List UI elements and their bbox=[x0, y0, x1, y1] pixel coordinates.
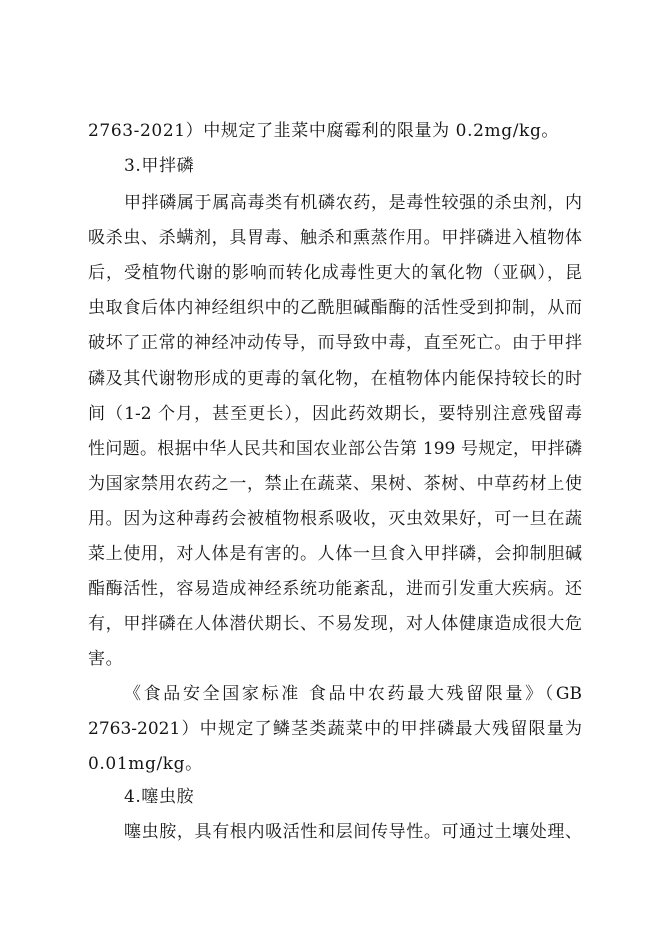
paragraph-line: 《食品安全国家标准 食品中农药最大残留限量》（GB bbox=[124, 684, 582, 704]
paragraph-line: 磷及其代谢物形成的更毒的氧化物，在植物体内能保持较长的时 bbox=[88, 369, 582, 389]
section-heading: 4.噻虫胺 bbox=[124, 787, 195, 807]
paragraph-line: 间（1-2 个月，甚至更长），因此药效期长，要特别注意残留毒 bbox=[88, 404, 582, 424]
paragraph-line: 为国家禁用农药之一，禁止在蔬菜、果树、茶树、中草药材上使 bbox=[88, 474, 582, 494]
paragraph-line: 2763-2021）中规定了韭菜中腐霉利的限量为 0.2mg/kg。 bbox=[88, 121, 560, 141]
paragraph-line: 破坏了正常的神经冲动传导，而导致中毒，直至死亡。由于甲拌 bbox=[88, 333, 582, 353]
paragraph-line: 0.01mg/kg。 bbox=[88, 754, 203, 774]
paragraph-line: 甲拌磷属于属高毒类有机磷农药，是毒性较强的杀虫剂，内 bbox=[124, 193, 582, 213]
paragraph-line: 2763-2021）中规定了鳞茎类蔬菜中的甲拌磷最大残留限量为 bbox=[88, 719, 582, 739]
paragraph-line: 害。 bbox=[88, 649, 124, 669]
paragraph-line: 菜上使用，对人体是有害的。人体一旦食入甲拌磷，会抑制胆碱 bbox=[88, 544, 582, 564]
paragraph-line: 虫取食后体内神经组织中的乙酰胆碱酯酶的活性受到抑制，从而 bbox=[88, 298, 582, 318]
paragraph-line: 吸杀虫、杀螨剂，具胃毒、触杀和熏蒸作用。甲拌磷进入植物体 bbox=[88, 228, 582, 248]
paragraph-line: 用。因为这种毒药会被植物根系吸收，灭虫效果好，可一旦在蔬 bbox=[88, 509, 582, 529]
paragraph-line: 噻虫胺，具有根内吸活性和层间传导性。可通过土壤处理、 bbox=[124, 822, 582, 842]
section-heading: 3.甲拌磷 bbox=[124, 156, 195, 176]
paragraph-line: 后，受植物代谢的影响而转化成毒性更大的氧化物（亚砜），昆 bbox=[88, 263, 582, 283]
paragraph-line: 性问题。根据中华人民共和国农业部公告第 199 号规定，甲拌磷 bbox=[88, 439, 582, 459]
paragraph-line: 有，甲拌磷在人体潜伏期长、不易发现，对人体健康造成很大危 bbox=[88, 614, 582, 634]
paragraph-line: 酯酶活性，容易造成神经系统功能紊乱，进而引发重大疾病。还 bbox=[88, 579, 582, 599]
